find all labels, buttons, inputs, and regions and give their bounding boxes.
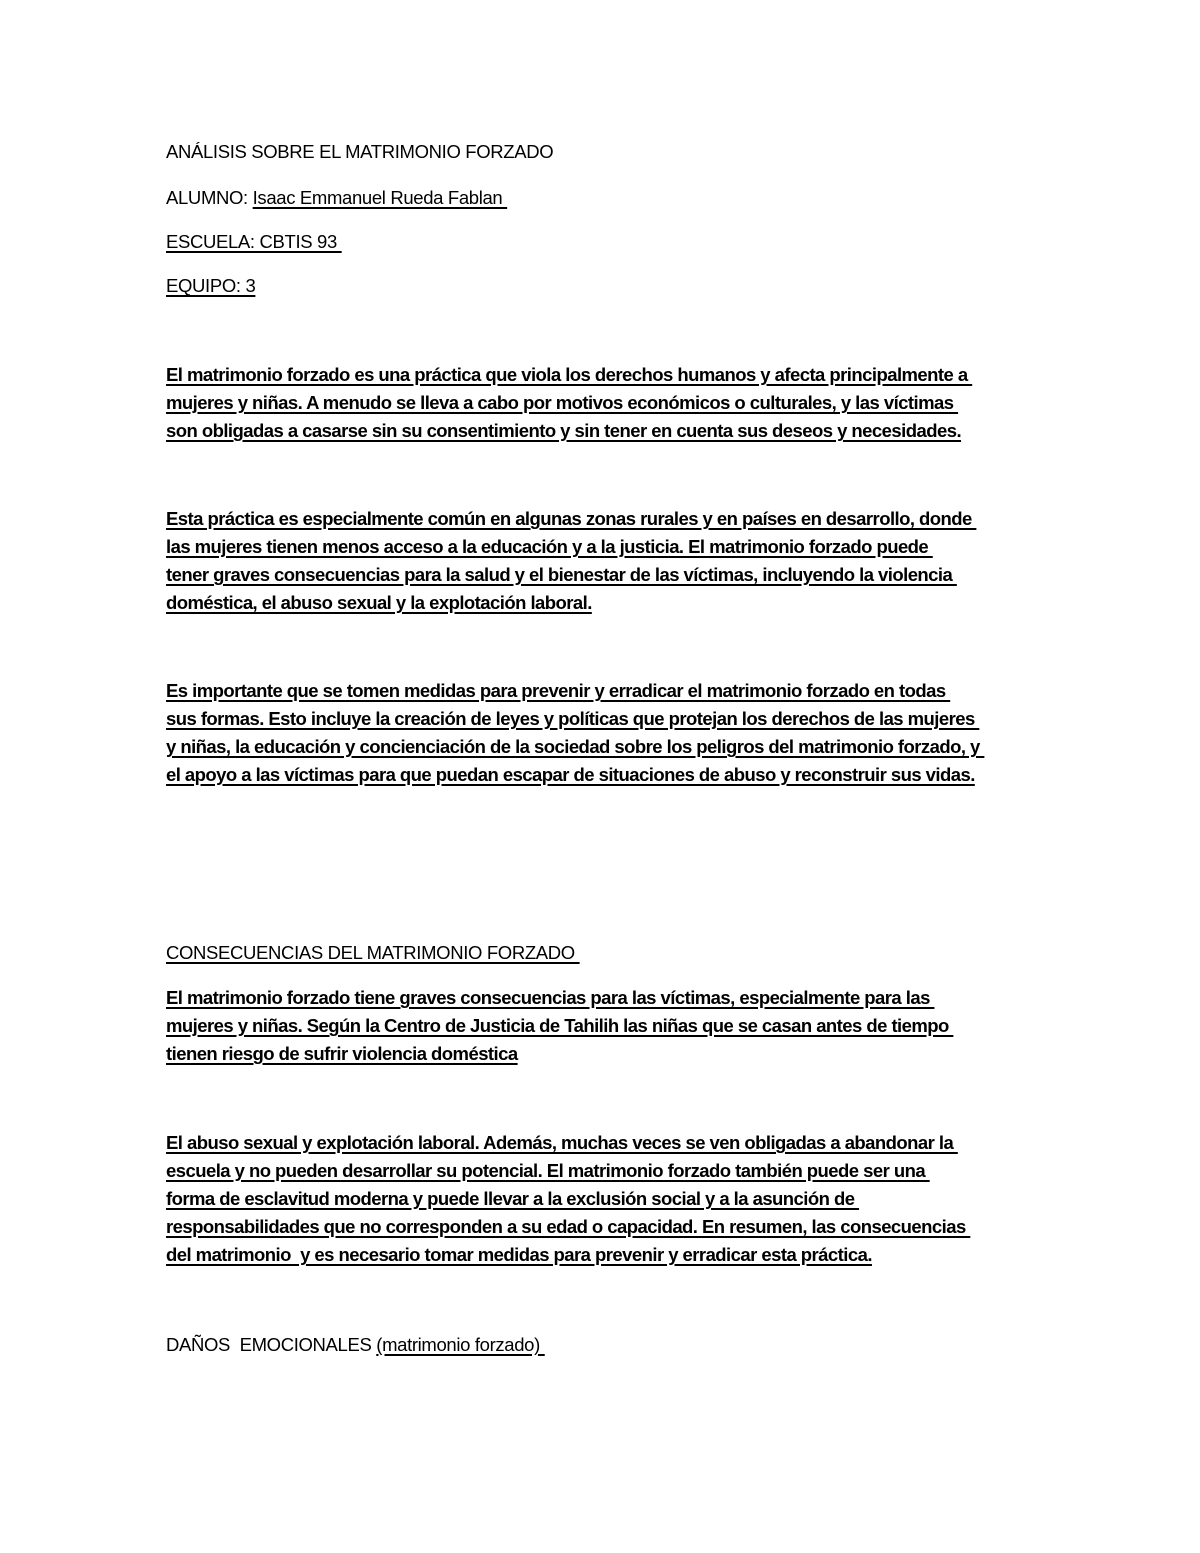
paragraph-2-line-2: las mujeres tienen menos acceso a la educación y a la justicia. El matrimonio forzado puede [166,536,933,557]
consequences-line-3: tienen riesgo de sufrir violencia doméstica [166,1043,518,1064]
emotional-damage-heading [166,1333,545,1357]
paragraph-1-line-3: son obligadas a casarse sin su consentimiento y sin tener en cuenta sus deseos y necesidades. [166,420,962,441]
document-title: ANÁLISIS SOBRE EL MATRIMONIO FORZADO [166,141,554,162]
student-label: ALUMNO: [166,187,253,208]
paragraph-4-line-2: escuela y no pueden desarrollar su potencial. El matrimonio forzado también puede ser una [166,1160,930,1181]
student-name: Isaac Emmanuel Rueda Fablan [252,187,508,208]
paragraph-2-line-3: tener graves consecuencias para la salud y el bienestar de las víctimas, incluyendo la violencia [166,564,957,585]
consequences-heading: CONSECUENCIAS DEL MATRIMONIO FORZADO [166,942,580,963]
consequences-line-1: El matrimonio forzado tiene graves consecuencias para las víctimas, especialmente para las [166,987,935,1008]
paragraph-3-line-3: y niñas, la educación y concienciación de la sociedad sobre los peligros del matrimonio forzado, y [166,736,985,757]
student-line [166,186,507,210]
paragraph-2-line-1: Esta práctica es especialmente común en algunas zonas rurales y en países en desarrollo, donde [166,508,977,529]
paragraph-4-line-5: del matrimonio y es necesario tomar medidas para prevenir y erradicar esta práctica. [166,1244,872,1265]
paragraph-4-line-4: responsabilidades que no corresponden a su edad o capacidad. En resumen, las consecuencias [166,1216,971,1237]
paragraph-4-line-1: El abuso sexual y explotación laboral. Además, muchas veces se ven obligadas a abandonar la [166,1132,958,1153]
paragraph-1-line-1: El matrimonio forzado es una práctica que viola los derechos humanos y afecta principalmente a [166,364,973,385]
paragraph-1-line-2: mujeres y niñas. A menudo se lleva a cabo por motivos económicos o culturales, y las víctimas [166,392,959,413]
school-line: ESCUELA: CBTIS 93 [166,231,342,252]
paragraph-3-line-1: Es importante que se tomen medidas para prevenir y erradicar el matrimonio forzado en todas [166,680,951,701]
paragraph-4-line-3: forma de esclavitud moderna y puede llevar a la exclusión social y a la asunción de [166,1188,860,1209]
paragraph-2-line-4: doméstica, el abuso sexual y la explotación laboral. [166,592,592,613]
emotional-damage-heading-prefix: DAÑOS EMOCIONALES [166,1334,377,1355]
paragraph-3-line-4: el apoyo a las víctimas para que puedan escapar de situaciones de abuso y reconstruir sus vidas. [166,764,975,785]
emotional-damage-heading-suffix: (matrimonio forzado) [376,1334,545,1355]
team-line: EQUIPO: 3 [166,275,256,296]
paragraph-3-line-2: sus formas. Esto incluye la creación de leyes y políticas que protejan los derechos de las mujeres [166,708,980,729]
consequences-line-2: mujeres y niñas. Según la Centro de Justicia de Tahilih las niñas que se casan antes de tiempo [166,1015,954,1036]
